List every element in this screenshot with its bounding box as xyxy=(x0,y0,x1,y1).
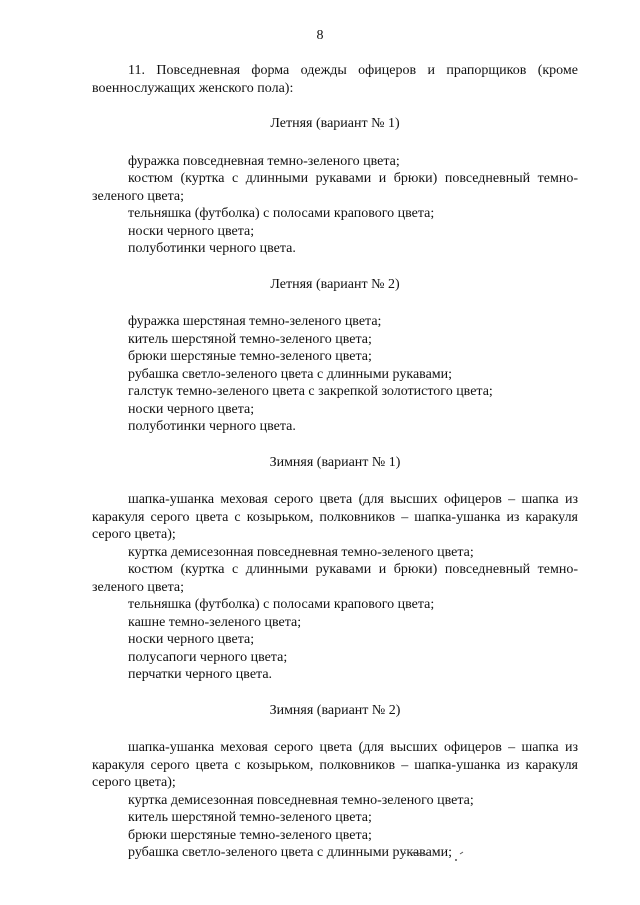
list-item: костюм (куртка с длинными рукавами и брюки) повседневный темно-зеленого цвета; xyxy=(92,562,578,595)
list-item: брюки шерстяные темно-зеленого цвета; xyxy=(128,349,372,364)
section-summer-2 xyxy=(92,276,578,436)
list-item: китель шерстяной темно-зеленого цвета; xyxy=(128,331,372,347)
document-body xyxy=(92,62,578,862)
list-item: кашне темно-зеленого цвета; xyxy=(128,614,302,630)
list-item: фуражка шерстяная темно-зеленого цвета; xyxy=(128,314,382,329)
list-item: костюм (куртка с длинными рукавами и брюки) повседневный темно-зеленого цвета; xyxy=(92,171,578,204)
list-item: китель шерстяной темно-зеленого цвета; xyxy=(128,810,372,825)
list-item: фуражка повседневная темно-зеленого цвета; xyxy=(128,153,400,169)
intro-paragraph: 11. Повседневная форма одежды офицеров и прапорщиков (кроме военнослужащих женского пола): xyxy=(92,63,578,96)
section-summer-1 xyxy=(92,115,578,258)
list-item: галстук темно-зеленого цвета с закрепкой золотистого цвета; xyxy=(128,384,493,399)
page-number: 8 xyxy=(316,28,324,43)
section-heading: Зимняя (вариант № 2) xyxy=(269,702,401,718)
list-item: перчатки черного цвета. xyxy=(128,667,273,682)
section-heading: Зимняя (вариант № 1) xyxy=(269,454,401,470)
list-item: полуботинки черного цвета. xyxy=(128,241,296,256)
list-item: носки черного цвета; xyxy=(128,401,255,417)
list-item: тельняшка (футболка) с полосами крапового цвета; xyxy=(128,597,435,612)
list-item: носки черного цвета; xyxy=(128,632,255,647)
list-item: тельняшка (футболка) с полосами крапового цвета; xyxy=(128,206,435,221)
list-item: шапка-ушанка меховая серого цвета (для высших офицеров – шапка из каракуля серого цвета с козырьком, полковников – шапка-ушанка из каракуля серого цвета); xyxy=(92,492,578,542)
list-item: носки черного цвета; xyxy=(128,223,255,239)
scan-artifact xyxy=(400,842,470,866)
list-item: брюки шерстяные темно-зеленого цвета; xyxy=(128,827,372,843)
list-item: рубашка светло-зеленого цвета с длинными рукавами; xyxy=(128,366,453,382)
list-item: куртка демисезонная повседневная темно-зеленого цвета; xyxy=(128,544,474,560)
section-heading: Летняя (вариант № 2) xyxy=(270,276,400,292)
list-item: куртка демисезонная повседневная темно-зеленого цвета; xyxy=(128,792,474,808)
list-item: полуботинки черного цвета. xyxy=(128,419,296,434)
list-item: полусапоги черного цвета; xyxy=(128,649,288,665)
section-heading: Летняя (вариант № 1) xyxy=(270,116,400,131)
list-item: рубашка светло-зеленого цвета с длинными рукавами; xyxy=(128,845,453,860)
list-item: шапка-ушанка меховая серого цвета (для высших офицеров – шапка из каракуля серого цвета с козырьком, полковников – шапка-ушанка из каракуля серого цвета); xyxy=(92,740,578,790)
section-winter-2 xyxy=(92,702,578,862)
section-winter-1 xyxy=(92,454,578,684)
